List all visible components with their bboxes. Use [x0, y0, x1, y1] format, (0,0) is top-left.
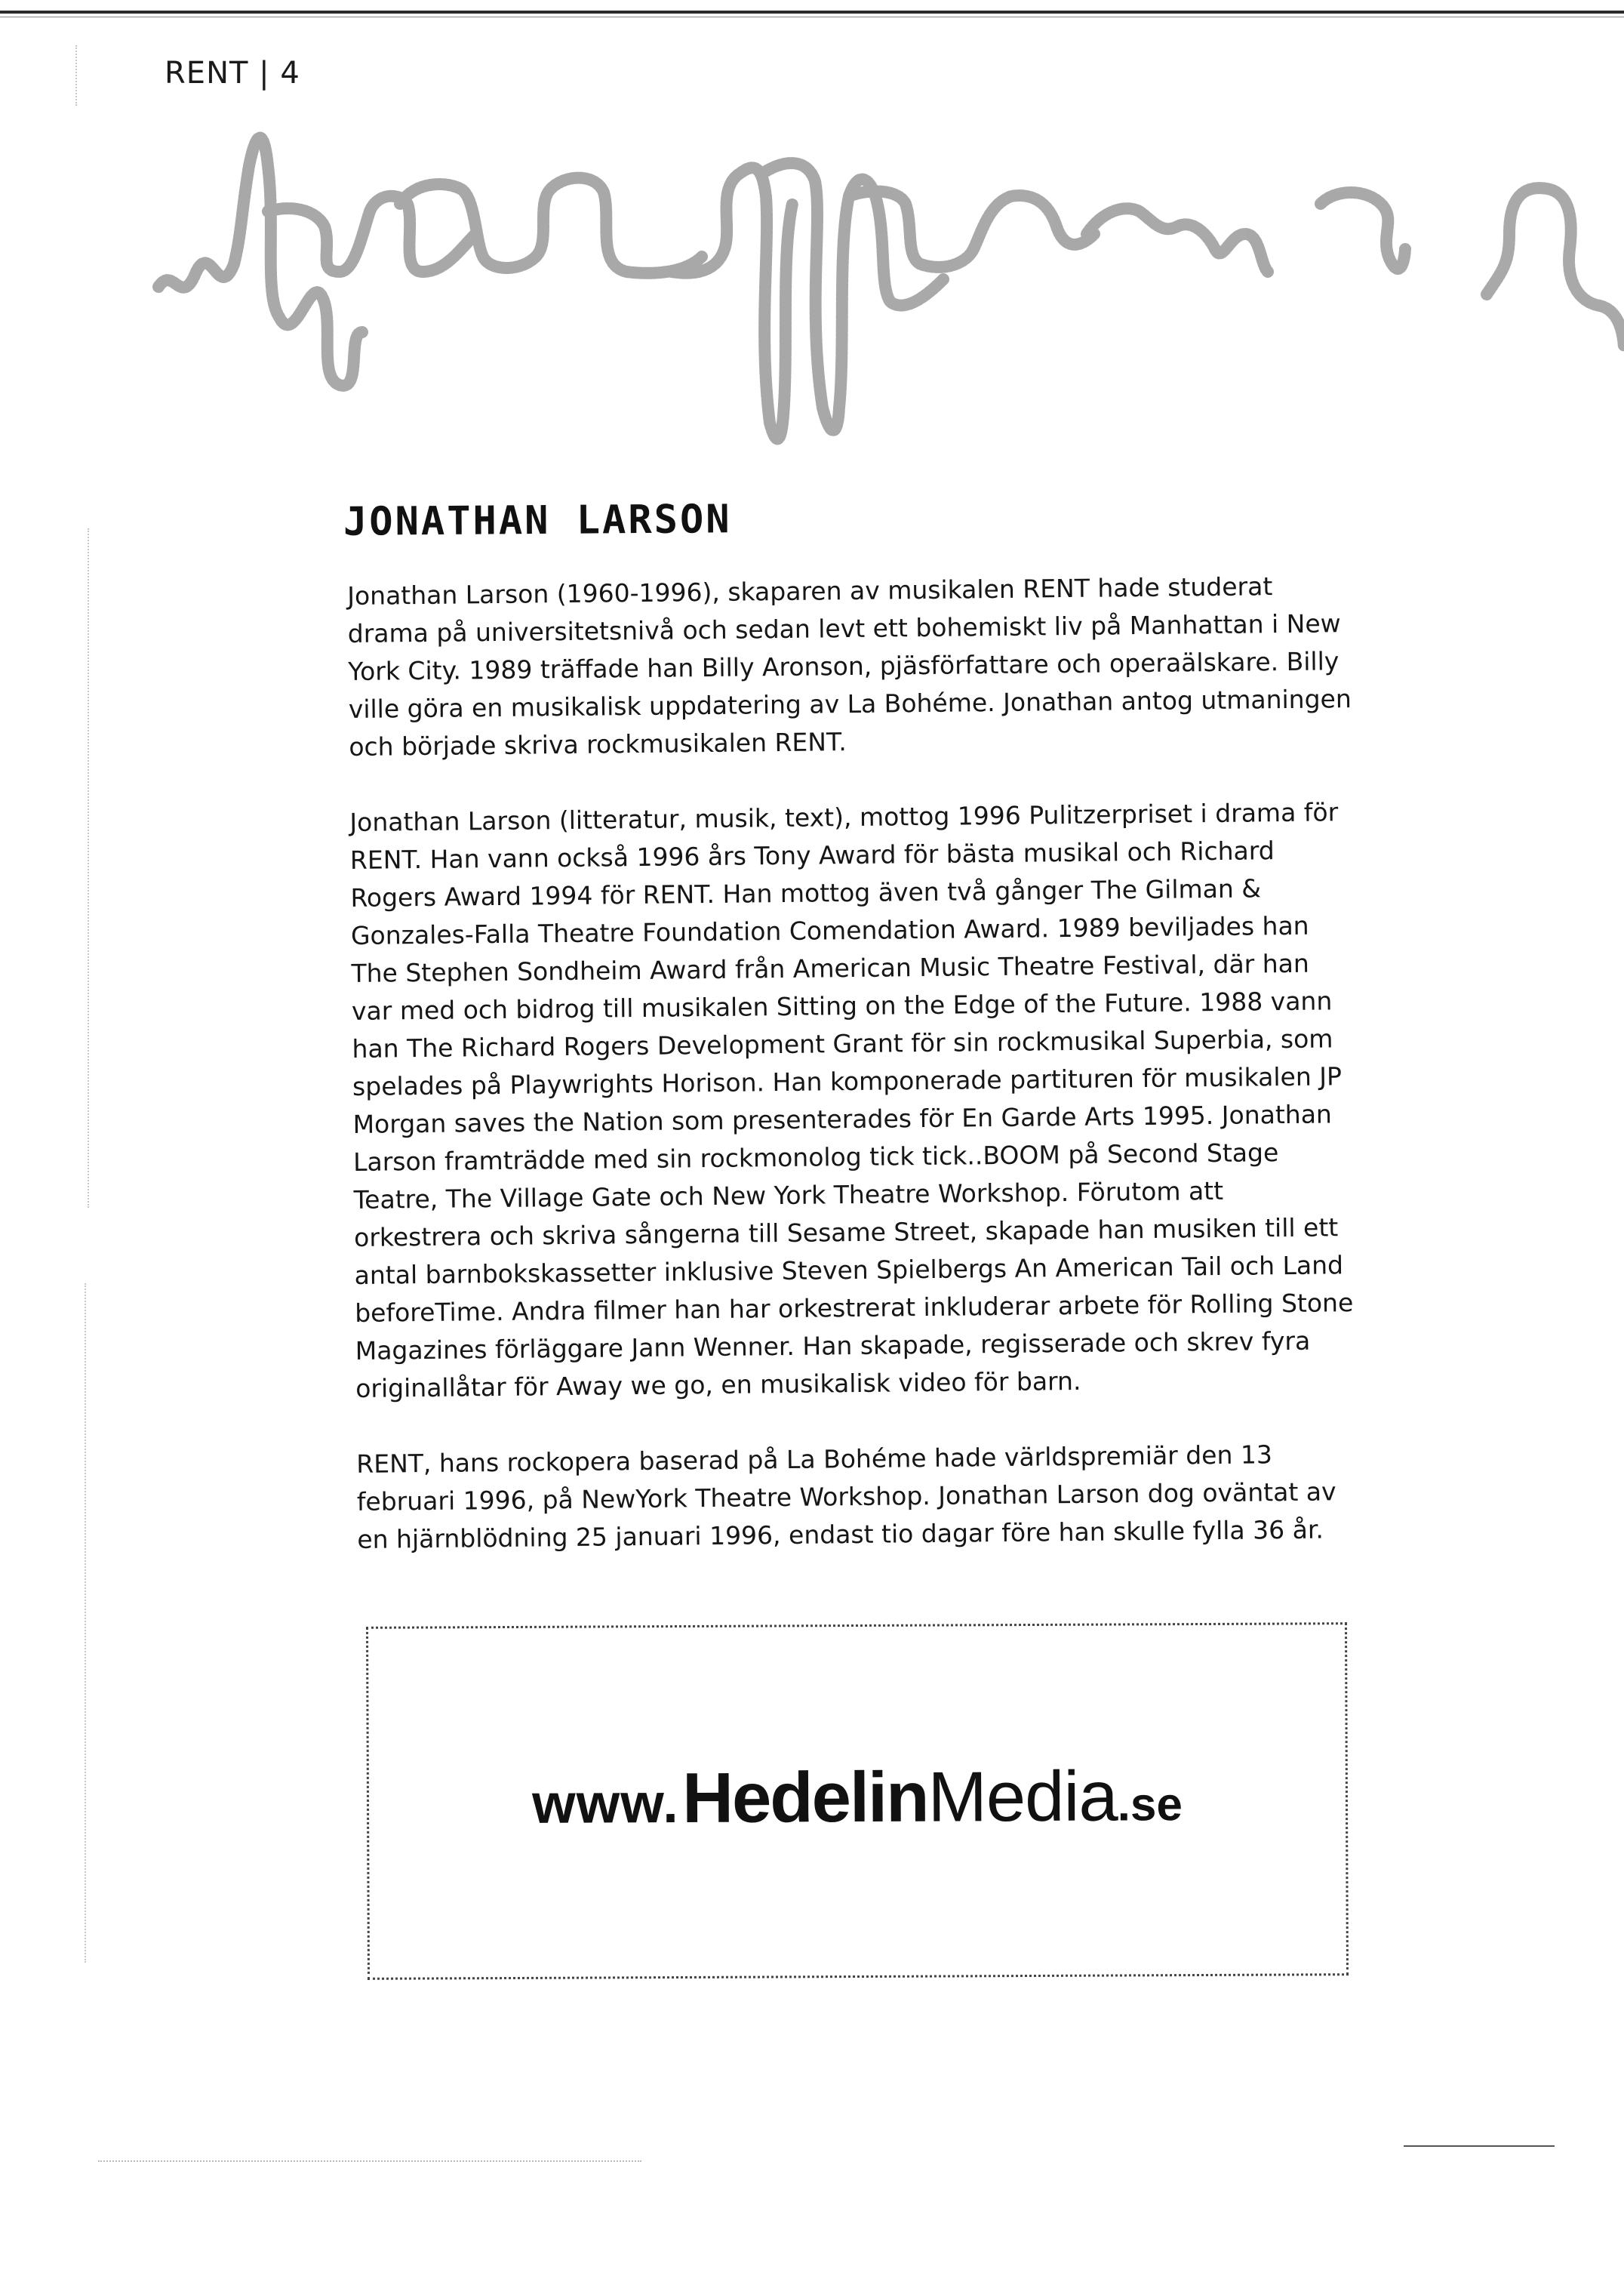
- margin-mark: [85, 1283, 88, 1963]
- city-skyline-icon: [143, 121, 1624, 453]
- article-title: JONATHAN LARSON: [343, 497, 732, 545]
- paragraph-intro: Jonathan Larson (1960-1996), skaparen av musikalen RENT hade studerat drama på universitetsnivå och sedan levt ett bohemiskt liv på Manhattan i New York City. 1989 träffade han Billy Aronson, pjäsförfattare och operaälskare. Billy ville göra en musikalisk uppdatering av La Bohéme. Jonathan antog utmaningen och började skriva rockmusikalen RENT.: [347, 571, 1352, 762]
- advert-box: [366, 1622, 1349, 1980]
- advert-hedelin: Hedelin: [681, 1757, 928, 1838]
- bottom-rule: [1404, 2145, 1555, 2147]
- page-label: RENT | 4: [165, 56, 300, 91]
- advert-www: www.: [531, 1772, 679, 1835]
- margin-mark: [75, 45, 78, 106]
- paragraph-premiere: RENT, hans rockopera baserad på La Bohéme hade världspremiär den 13 februari 1996, på NewYork Theatre Workshop. Jonathan Larson dog oväntat av en hjärnblödning 25 januari 1996, endast tio dagar före han skulle fylla 36 år.: [356, 1440, 1336, 1554]
- top-rule: [0, 11, 1624, 14]
- bottom-dotted-rule: [98, 2160, 641, 2163]
- advert-media: Media: [927, 1756, 1118, 1837]
- margin-mark: [88, 528, 91, 1208]
- article-body: [347, 567, 1361, 1597]
- advert-logo: [369, 1754, 1346, 1840]
- advert-tld: .se: [1117, 1778, 1183, 1831]
- paragraph-awards: Jonathan Larson (litteratur, musik, text), mottog 1996 Pulitzerpriset i drama för RENT. Han vann också 1996 års Tony Award för bästa musikal och Richard Rogers Award 1994 för RENT. Han mottog även två gånger The Gilman & Gonzales-Falla Theatre Foundation Comendation Award. 1989 beviljades han The Stephen Sondheim Award från American Music Theatre Festival, där han var med och bidrog till musikalen Sitting on the Edge of the Future. 1988 vann han The Richard Rogers Development Grant för sin rockmusikal Superbia, som spelades på Playwrights Horison. Han komponerade partituren för musikalen JP Morgan saves the Nation som presenterades för En Garde Arts 1995. Jonathan Larson framträdde med sin rockmonolog tick tick..BOOM på Second Stage Teatre, The Village Gate och New York Theatre Workshop. Förutom att orkestrera och skriva sångerna till Sesame Street, skapade han musiken till ett antal barnbokskassetter inklusive Steven Spielbergs An American Tail och Land beforeTime. Andra filmer han har orkestrerat inkluderar arbete för Rolling Stone Magazines förläggare Jann Wenner. Han skapade, regisserade och skrev fyra originallåtar för Away we go, en musikalisk video för barn.: [349, 797, 1354, 1403]
